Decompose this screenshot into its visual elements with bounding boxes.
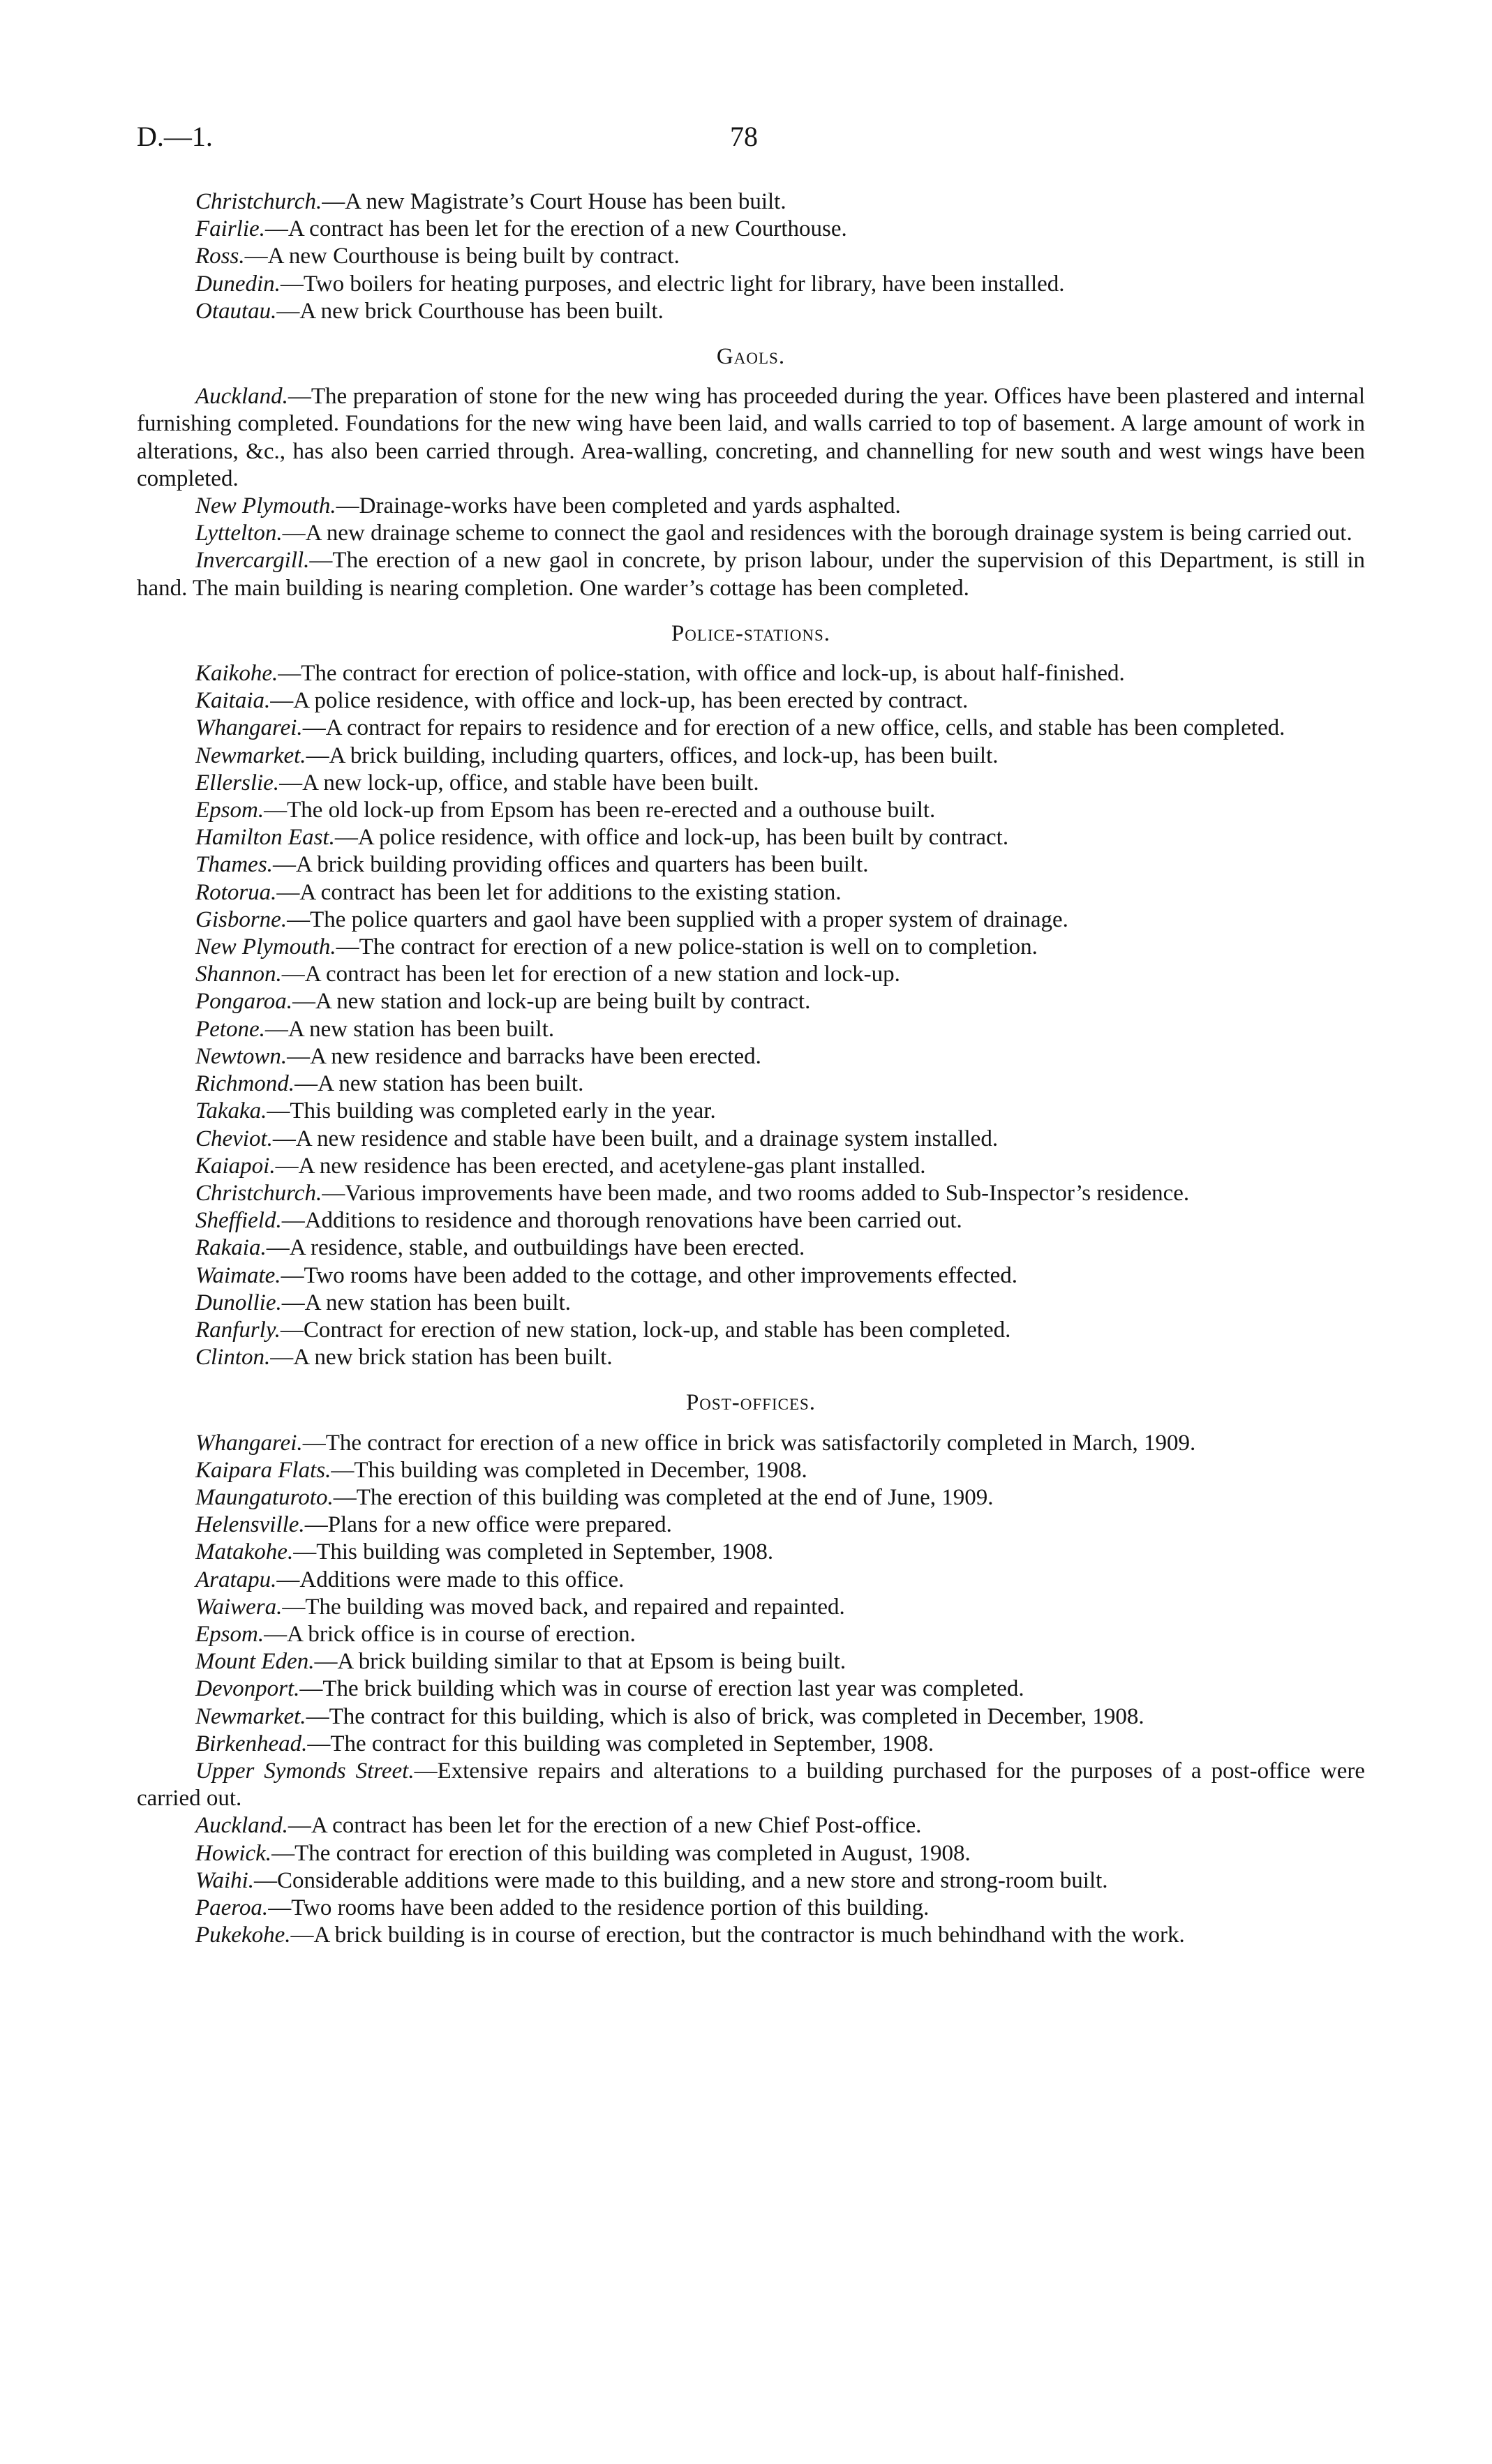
document-reference: D.—1.	[137, 121, 213, 152]
section-heading-police-stations: Police-stations.	[671, 620, 831, 646]
entry	[137, 687, 1365, 715]
entry	[137, 1758, 1365, 1812]
entry	[137, 520, 1365, 547]
entry	[137, 1703, 1365, 1731]
gaols-section	[137, 343, 1365, 602]
entry	[137, 1317, 1365, 1344]
entry-text: —Additions to residence and thorough renovations have been carried out.	[281, 1208, 962, 1234]
entry	[137, 988, 1365, 1015]
entry	[137, 1567, 1365, 1594]
entry-text: —Two rooms have been added to the cottage, and other improvements effected.	[281, 1262, 1017, 1288]
entry-text: —Extensive repairs and alterations to a building purchased for the purposes of a post-office were carried out.	[137, 1758, 1366, 1812]
entry-place: Maungaturoto.	[195, 1484, 334, 1510]
entry	[137, 1070, 1365, 1098]
entry	[137, 1731, 1365, 1758]
entry-place: Helensville.	[195, 1512, 305, 1538]
entry-place: Kaikohe.	[195, 661, 278, 687]
entry-place: Newmarket.	[195, 742, 306, 768]
entry-text: —The building was moved back, and repaired and repainted.	[282, 1594, 845, 1620]
entry-place: Invercargill.	[195, 548, 310, 574]
entry	[137, 1457, 1365, 1484]
post-offices-section	[137, 1389, 1365, 1949]
entry-text: —The preparation of stone for the new wing has proceeded during the year. Offices have been plastered and internal furnishing completed. Foundations for the new wing have been laid, and walls carried to top of basement. A large amount of work in alterations, &c., has also been carried through. Area-walling, concreting, and channelling for new south and west wings have been completed.	[137, 384, 1365, 491]
entry-text: —A new station has been built.	[294, 1071, 584, 1097]
section-heading-post-offices: Post-offices.	[685, 1390, 816, 1416]
page-header	[137, 120, 1365, 162]
entry-place: Waihi.	[195, 1867, 255, 1893]
entry-place: Epsom.	[195, 1621, 264, 1647]
entry-place: Birkenhead.	[195, 1731, 308, 1756]
entry-place: Ross.	[195, 244, 245, 269]
entry	[137, 1262, 1365, 1290]
entry-place: Sheffield.	[195, 1208, 282, 1234]
entry-place: Richmond.	[195, 1071, 295, 1097]
entry-text: —Contract for erection of new station, lock-up, and stable has been completed.	[280, 1317, 1011, 1343]
entry-text: —A new drainage scheme to connect the gaol and residences with the borough drainage system is being carried out.	[282, 521, 1352, 546]
entry-place: Waiwera.	[195, 1594, 283, 1620]
entry-text: —The police quarters and gaol have been supplied with a proper system of drainage.	[287, 906, 1068, 932]
entry	[137, 216, 1365, 243]
entry-text: —A brick building is in course of erection, but the contractor is much behindhand with the work.	[290, 1922, 1185, 1948]
entry-place: Thames.	[195, 852, 273, 878]
police-stations-section	[137, 620, 1365, 1371]
entry	[137, 188, 1365, 216]
entry	[137, 493, 1365, 520]
entry	[137, 1153, 1365, 1180]
entry-text: —Two rooms have been added to the residence portion of this building.	[268, 1895, 930, 1920]
entry-text: —A brick office is in course of erection.	[264, 1621, 636, 1647]
entry-place: Shannon.	[195, 962, 282, 987]
entry-text: —Additions were made to this office.	[276, 1567, 625, 1592]
entry-text: —The contract for erection of a new police-station is well on to completion.	[336, 934, 1038, 960]
entry-text: —A new residence has been erected, and acetylene-gas plant installed.	[275, 1153, 926, 1179]
entry-text: —A new station has been built.	[264, 1016, 555, 1042]
entry	[137, 298, 1365, 325]
entry-text: —Various improvements have been made, and two rooms added to Sub-Inspector’s residence.	[322, 1180, 1190, 1206]
entry	[137, 1539, 1365, 1566]
entry	[137, 660, 1365, 687]
entry-place: Gisborne.	[195, 906, 288, 932]
entry	[137, 1922, 1365, 1949]
entry-text: —A new Magistrate’s Court House has been built.	[322, 189, 786, 214]
entry-text: —The erection of this building was completed at the end of June, 1909.	[333, 1484, 994, 1510]
entry-place: Petone.	[195, 1016, 265, 1042]
entry-text: —A new station and lock-up are being built by contract.	[292, 989, 811, 1015]
page-number: 78	[730, 121, 758, 152]
entry-place: Whangarei.	[195, 1430, 303, 1456]
entry-text: —A police residence, with office and lock-up, has been erected by contract.	[270, 688, 969, 714]
entry-place: Otautau.	[195, 298, 277, 324]
entry-text: —A contract has been let for the erection of a new Courthouse.	[264, 216, 847, 242]
entry-place: Fairlie.	[195, 216, 265, 242]
entry-text: —A new station has been built.	[281, 1290, 572, 1315]
entry	[137, 961, 1365, 988]
entry-place: Christchurch.	[195, 1180, 322, 1206]
entry-place: Upper Symonds Street.	[195, 1758, 415, 1784]
entry-place: Clinton.	[195, 1345, 271, 1371]
entry-text: —A new Courthouse is being built by contract.	[244, 244, 680, 269]
entry-place: Epsom.	[195, 798, 264, 823]
entry-text: —A brick building providing offices and quarters has been built.	[272, 852, 869, 878]
entry-text: —A new brick station has been built.	[270, 1345, 613, 1371]
entry-place: Newtown.	[195, 1043, 288, 1069]
entry-place: Dunollie.	[195, 1290, 282, 1315]
entry	[137, 1430, 1365, 1457]
entry	[137, 1594, 1365, 1621]
entry	[137, 1344, 1365, 1371]
body-text	[137, 188, 1365, 1949]
entry	[137, 824, 1365, 851]
entry	[137, 1180, 1365, 1207]
entry-place: Auckland.	[195, 1813, 288, 1839]
entry	[137, 1511, 1365, 1539]
entry	[137, 547, 1365, 602]
entry	[137, 770, 1365, 797]
entry	[137, 1016, 1365, 1043]
entry-text: —Plans for a new office were prepared.	[304, 1512, 672, 1538]
entry-place: Dunedin.	[195, 271, 281, 297]
entry	[137, 383, 1365, 493]
entry	[137, 1621, 1365, 1648]
entry	[137, 851, 1365, 879]
entry-place: Christchurch.	[195, 189, 322, 214]
entry	[137, 797, 1365, 824]
entry-text: —A brick building, including quarters, offices, and lock-up, has been built.	[306, 742, 999, 768]
entry-place: Pukekohe.	[195, 1922, 291, 1948]
entry-text: —The contract for this building was completed in September, 1908.	[307, 1731, 934, 1756]
entry-place: Pongaroa.	[195, 989, 293, 1015]
entry-text: —The contract for erection of a new office in brick was satisfactorily completed in March, 1909.	[302, 1430, 1196, 1456]
entry	[137, 1207, 1365, 1234]
entry	[137, 1098, 1365, 1125]
entry-place: Waimate.	[195, 1262, 281, 1288]
entry-text: —A contract for repairs to residence and for erection of a new office, cells, and stable has been completed.	[302, 715, 1285, 741]
entry	[137, 906, 1365, 934]
entry-place: Cheviot.	[195, 1126, 273, 1151]
entry	[137, 1895, 1365, 1922]
entry	[137, 1290, 1365, 1317]
entry-place: Rakaia.	[195, 1235, 267, 1261]
entry	[137, 1126, 1365, 1153]
entry	[137, 243, 1365, 270]
entry	[137, 1648, 1365, 1675]
entry-text: —The contract for erection of this building was completed in August, 1908.	[271, 1840, 971, 1866]
entry-place: Rotorua.	[195, 879, 277, 905]
entry-place: New Plymouth.	[195, 934, 336, 960]
entry-text: —A brick building similar to that at Epsom is being built.	[314, 1649, 846, 1675]
entry-text: —A new brick Courthouse has been built.	[276, 298, 664, 324]
entry	[137, 742, 1365, 770]
entry-place: Whangarei.	[195, 715, 303, 741]
entry-place: Mount Eden.	[195, 1649, 315, 1675]
entry-text: —The erection of a new gaol in concrete, by prison labour, under the supervision of this Department, is still in hand. The main building is nearing completion. One warder’s cottage has been completed.	[137, 548, 1365, 601]
entry-text: —The contract for erection of police-station, with office and lock-up, is about half-finished.	[278, 661, 1125, 687]
entry-place: Kaipara Flats.	[195, 1457, 331, 1483]
entry-text: —Considerable additions were made to this building, and a new store and strong-room built.	[254, 1867, 1108, 1893]
entry	[137, 1867, 1365, 1895]
entry-text: —The contract for this building, which is also of brick, was completed in December, 1908.	[306, 1703, 1144, 1729]
entry-place: Ranfurly.	[195, 1317, 281, 1343]
entry-place: Kaiapoi.	[195, 1153, 276, 1179]
entry-place: New Plymouth.	[195, 493, 336, 519]
entry-place: Newmarket.	[195, 1703, 306, 1729]
entry-place: Howick.	[195, 1840, 272, 1866]
entry	[137, 879, 1365, 906]
entry-place: Devonport.	[195, 1676, 300, 1702]
entry	[137, 271, 1365, 298]
entry-place: Kaitaia.	[195, 688, 271, 714]
entry-text: —A new lock-up, office, and stable have been built.	[279, 770, 759, 796]
entry-text: —A new residence and stable have been built, and a drainage system installed.	[272, 1126, 999, 1151]
entry-text: —A police residence, with office and lock-up, has been built by contract.	[334, 825, 1009, 851]
entry-text: —The brick building which was in course of erection last year was completed.	[299, 1676, 1024, 1702]
entry-place: Takaka.	[195, 1098, 267, 1124]
entry-place: Hamilton East.	[195, 825, 335, 851]
entry-text: —A new residence and barracks have been erected.	[287, 1043, 761, 1069]
entry-text: —This building was completed early in the year.	[267, 1098, 716, 1124]
entry-place: Auckland.	[195, 384, 288, 410]
entry-text: —A contract has been let for the erection of a new Chief Post-office.	[288, 1813, 922, 1839]
entry-text: —A contract has been let for erection of a new station and lock-up.	[281, 962, 900, 987]
entry-place: Aratapu.	[195, 1567, 277, 1592]
entry	[137, 1043, 1365, 1070]
entry-text: —A contract has been let for additions to the existing station.	[276, 879, 842, 905]
intro-section	[137, 188, 1365, 325]
entry-text: —A residence, stable, and outbuildings have been erected.	[266, 1235, 805, 1261]
entry	[137, 1675, 1365, 1703]
entry	[137, 1840, 1365, 1867]
entry-text: —Drainage-works have been completed and yards asphalted.	[336, 493, 901, 519]
entry-text: —This building was completed in September, 1908.	[293, 1539, 774, 1565]
entry	[137, 1234, 1365, 1262]
entry	[137, 1812, 1365, 1839]
entry-text: —The old lock-up from Epsom has been re-erected and a outhouse built.	[264, 798, 936, 823]
entry-place: Lyttelton.	[195, 521, 283, 546]
entry-place: Ellerslie.	[195, 770, 280, 796]
entry-text: —This building was completed in December, 1908.	[331, 1457, 807, 1483]
entry-place: Paeroa.	[195, 1895, 269, 1920]
entry	[137, 1484, 1365, 1511]
section-heading-gaols: Gaols.	[716, 344, 786, 370]
entry-text: —Two boilers for heating purposes, and electric light for library, have been installed.	[280, 271, 1065, 297]
entry	[137, 715, 1365, 742]
entry	[137, 934, 1365, 961]
entry-place: Matakohe.	[195, 1539, 294, 1565]
